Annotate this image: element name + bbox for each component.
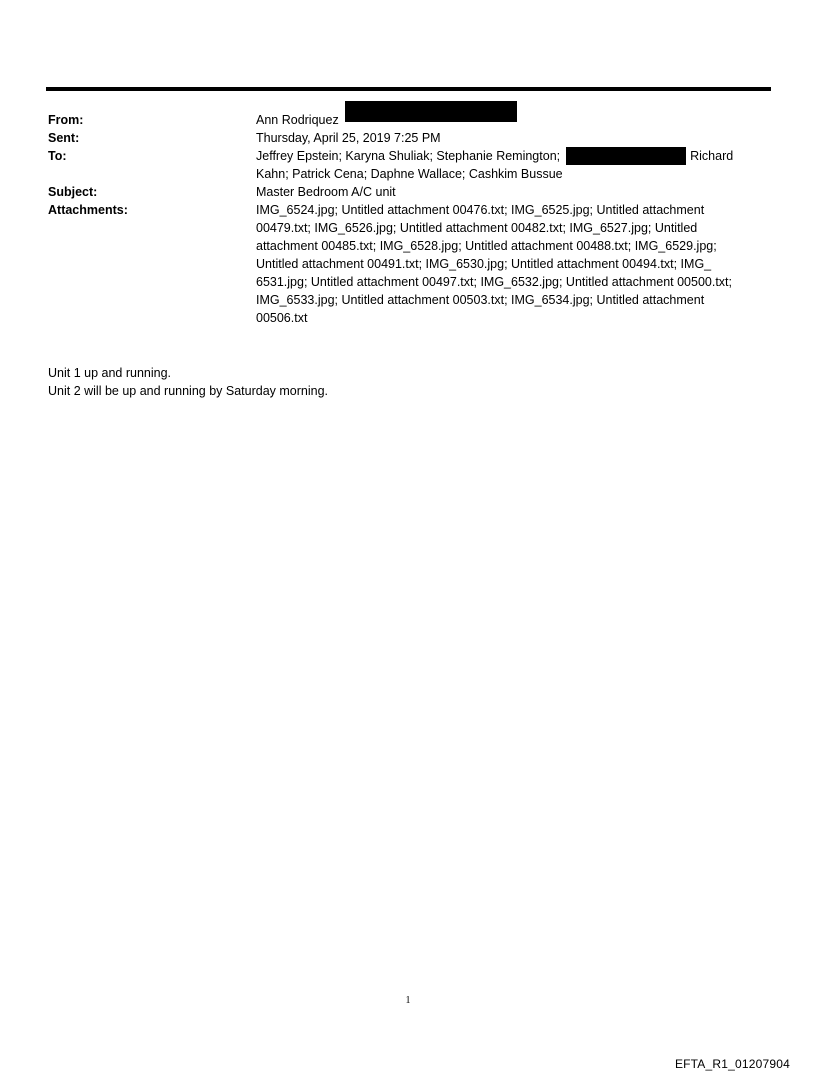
sent-value: Thursday, April 25, 2019 7:25 PM <box>256 131 441 145</box>
attachment-list-line: 6531.jpg; Untitled attachment 00497.txt; IMG_6532.jpg; Untitled attachment 00500.txt; <box>256 275 732 289</box>
body-line: Unit 1 up and running. <box>48 366 172 380</box>
sent-row <box>48 129 768 147</box>
to-recipients-part2: Richard <box>690 149 734 163</box>
attachment-list-line: Untitled attachment 00491.txt; IMG_6530.jpg; Untitled attachment 00494.txt; IMG_ <box>256 257 712 271</box>
from-row <box>48 111 768 129</box>
attachments-row <box>48 201 768 327</box>
to-value <box>256 147 768 183</box>
redaction-box <box>566 147 686 165</box>
attachments-value <box>256 201 768 327</box>
body-line: Unit 2 will be up and running by Saturday morning. <box>48 384 329 398</box>
email-body <box>48 364 328 400</box>
attachment-list-line: attachment 00485.txt; IMG_6528.jpg; Untitled attachment 00488.txt; IMG_6529.jpg; <box>256 239 717 253</box>
sent-label: Sent: <box>48 131 80 145</box>
subject-label: Subject: <box>48 185 98 199</box>
from-name: Ann Rodriquez <box>256 113 339 127</box>
to-label: To: <box>48 149 67 163</box>
to-row <box>48 147 768 183</box>
attachment-list-line: IMG_6524.jpg; Untitled attachment 00476.txt; IMG_6525.jpg; Untitled attachment <box>256 203 705 217</box>
redaction-box <box>345 101 517 122</box>
attachment-list-line: 00506.txt <box>256 311 308 325</box>
bates-number: EFTA_R1_01207904 <box>674 1057 790 1071</box>
attachment-list-line: IMG_6533.jpg; Untitled attachment 00503.txt; IMG_6534.jpg; Untitled attachment <box>256 293 705 307</box>
subject-value: Master Bedroom A/C unit <box>256 185 396 199</box>
from-value <box>256 111 768 129</box>
page-number: 1 <box>405 995 411 1006</box>
attachments-label: Attachments: <box>48 203 128 217</box>
attachment-list-line: 00479.txt; IMG_6526.jpg; Untitled attachment 00482.txt; IMG_6527.jpg; Untitled <box>256 221 698 235</box>
to-recipients-part1: Jeffrey Epstein; Karyna Shuliak; Stephanie Remington; <box>256 149 561 163</box>
email-header <box>48 111 768 327</box>
to-recipients-line2: Kahn; Patrick Cena; Daphne Wallace; Cashkim Bussue <box>256 167 563 181</box>
subject-row <box>48 183 768 201</box>
from-label: From: <box>48 113 84 127</box>
header-divider-rule <box>46 87 771 91</box>
